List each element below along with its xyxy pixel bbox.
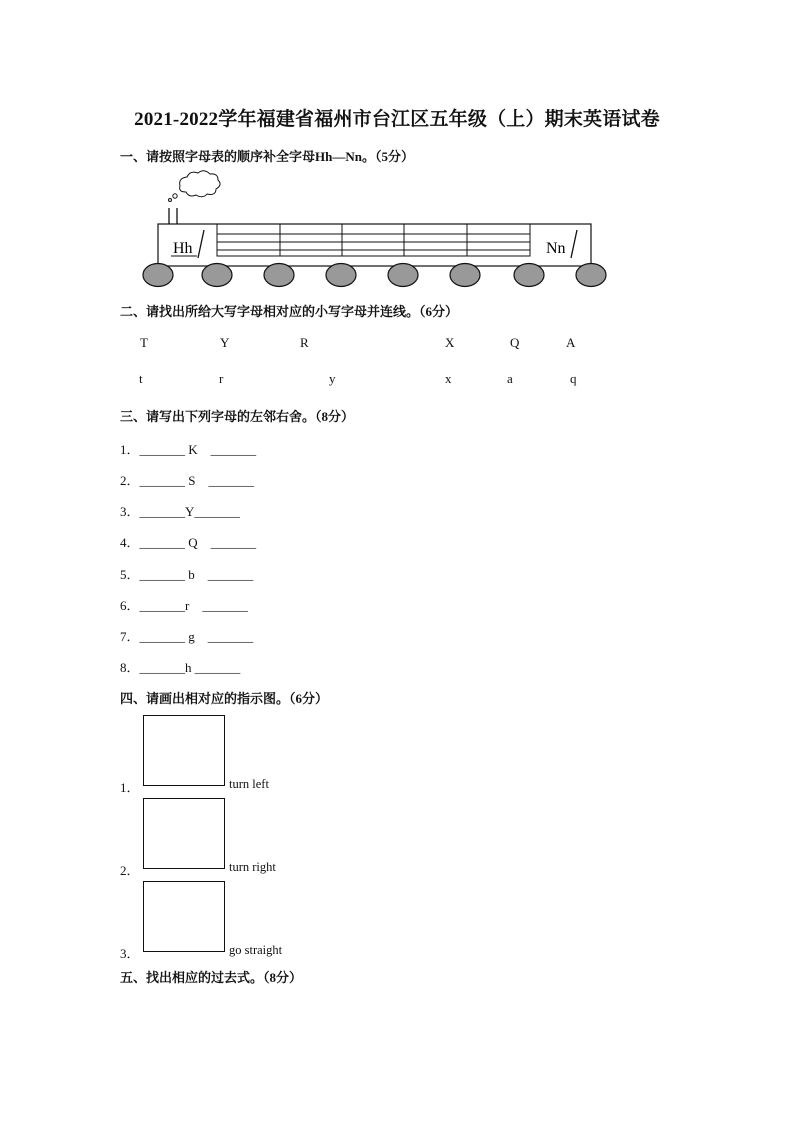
upper-letter: A (566, 335, 576, 350)
drawing-box[interactable] (143, 798, 225, 869)
section2-heading: 二、请找出所给大写字母相对应的小写字母并连线。（6分） (120, 304, 459, 319)
upper-letter: Q (510, 335, 520, 350)
train-illustration (140, 168, 620, 293)
drawing-box[interactable] (143, 715, 225, 786)
drawing-box[interactable] (143, 881, 225, 952)
neighbor-question: 8．_______h _______ (120, 660, 241, 675)
train-wheels (143, 264, 606, 287)
page-title: 2021-2022学年福建省福州市台江区五年级（上）期末英语试卷 (134, 109, 660, 130)
drawing-caption: go straight (229, 943, 283, 957)
upper-letter: X (445, 335, 455, 350)
drawing-caption: turn right (229, 860, 276, 874)
section4-heading: 四、请画出相对应的指示图。（6分） (120, 691, 329, 706)
neighbor-question: 6．_______r _______ (120, 598, 248, 613)
train-body (158, 224, 591, 266)
upper-letter: T (140, 335, 148, 350)
neighbor-question: 3．_______Y_______ (120, 504, 240, 519)
drawing-item-number: 1． (120, 780, 140, 795)
section1-heading: 一、请按照字母表的顺序补全字母Hh—Nn。（5分） (120, 149, 414, 164)
neighbor-question: 2．_______ S _______ (120, 473, 254, 488)
lower-letter: a (507, 371, 513, 386)
last-letter: Nn (546, 240, 566, 257)
neighbor-question: 7．_______ g _______ (120, 629, 254, 644)
neighbor-question: 4．_______ Q _______ (120, 535, 257, 550)
neighbor-question: 5．_______ b _______ (120, 567, 254, 582)
lower-letter: q (570, 371, 577, 386)
lower-letter: y (329, 371, 336, 386)
smoke-cloud-icon (169, 171, 221, 202)
upper-letter: R (300, 335, 309, 350)
neighbor-question: 1．_______ K _______ (120, 442, 257, 457)
lower-letter: r (219, 371, 224, 386)
first-letter: Hh (173, 240, 193, 257)
lower-letter: t (139, 371, 143, 386)
section3-heading: 三、请写出下列字母的左邻右舍。（8分） (120, 409, 355, 424)
upper-letter: Y (220, 335, 230, 350)
drawing-item-number: 3． (120, 946, 140, 961)
drawing-item-number: 2． (120, 863, 140, 878)
lower-letter: x (445, 371, 452, 386)
drawing-caption: turn left (229, 777, 269, 791)
section5-heading: 五、找出相应的过去式。（8分） (120, 970, 303, 985)
